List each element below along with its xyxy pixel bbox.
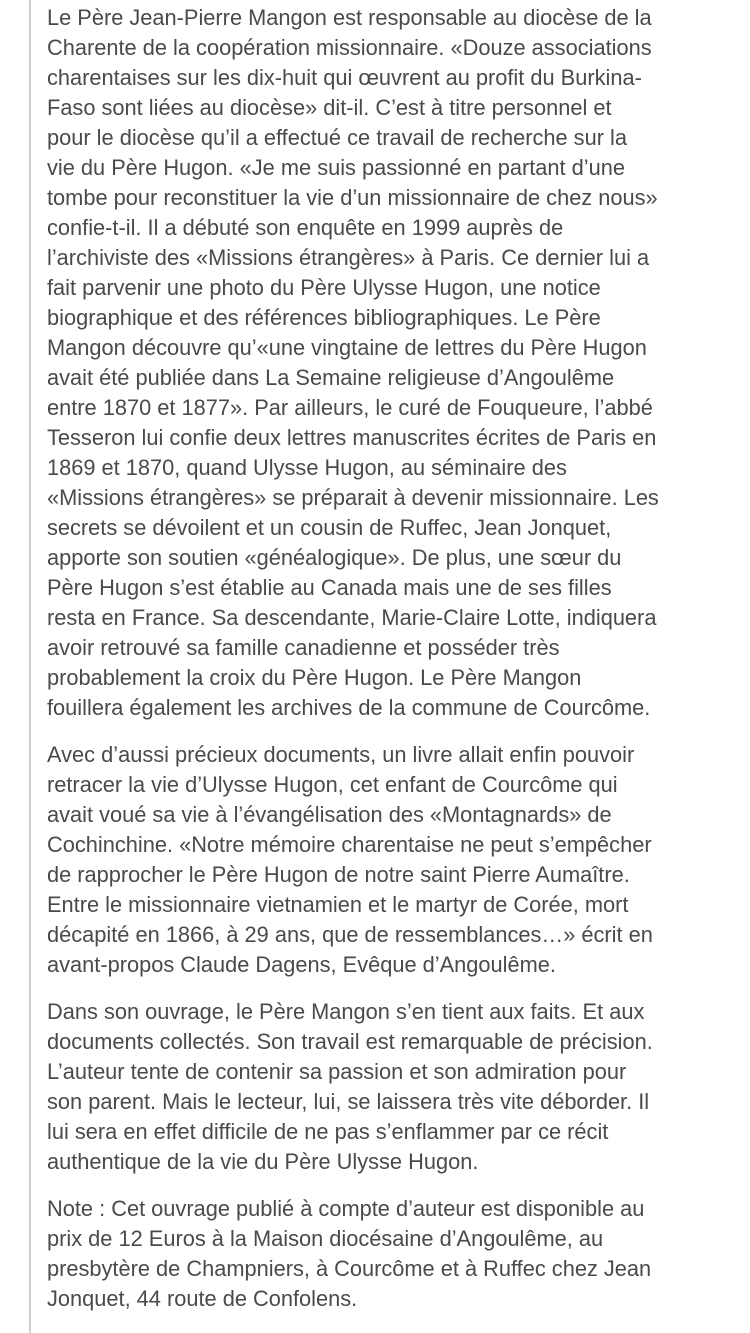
article-paragraph (47, 740, 729, 980)
paragraph-line: Faso sont liées au diocèse» dit-il. C’est à titre personnel et (47, 95, 612, 120)
paragraph-line: 1869 et 1870, quand Ulysse Hugon, au séminaire des (47, 455, 567, 480)
article-paragraph (47, 997, 729, 1177)
paragraph-line: avant-propos Claude Dagens, Evêque d’Angoulême. (47, 952, 556, 977)
paragraph-line: authentique de la vie du Père Ulysse Hugon. (47, 1149, 479, 1174)
paragraph-line: presbytère de Champniers, à Courcôme et à Ruffec chez Jean (47, 1256, 652, 1281)
paragraph-line: Cochinchine. «Notre mémoire charentaise ne peut s’empêcher (47, 832, 652, 857)
paragraph-line: documents collectés. Son travail est remarquable de précision. (47, 1029, 653, 1054)
paragraph-line: avoir retrouvé sa famille canadienne et posséder très (47, 635, 560, 660)
paragraph-line: probablement la croix du Père Hugon. Le Père Mangon (47, 665, 582, 690)
paragraph-line: resta en France. Sa descendante, Marie-Claire Lotte, indiquera (47, 605, 657, 630)
paragraph-line: L’auteur tente de contenir sa passion et son admiration pour (47, 1059, 627, 1084)
paragraph-line: son parent. Mais le lecteur, lui, se laissera très vite déborder. Il (47, 1089, 650, 1114)
paragraph-line: Tesseron lui confie deux lettres manuscrites écrites de Paris en (47, 425, 657, 450)
paragraph-line: de rapprocher le Père Hugon de notre saint Pierre Aumaître. (47, 862, 630, 887)
paragraph-line: fait parvenir une photo du Père Ulysse Hugon, une notice (47, 275, 601, 300)
paragraph-line: Dans son ouvrage, le Père Mangon s’en tient aux faits. Et aux (47, 999, 645, 1024)
paragraph-line: confie-t-il. Il a débuté son enquête en 1999 auprès de (47, 215, 564, 240)
paragraph-line: entre 1870 et 1877». Par ailleurs, le curé de Fouqueure, l’abbé (47, 395, 653, 420)
article-paragraph (47, 3, 729, 723)
article-paragraph (47, 1194, 729, 1314)
paragraph-line: Père Hugon s’est établie au Canada mais une de ses filles (47, 575, 612, 600)
paragraph-line: lui sera en effet difficile de ne pas s’enflammer par ce récit (47, 1119, 609, 1144)
paragraph-line: retracer la vie d’Ulysse Hugon, cet enfant de Courcôme qui (47, 772, 618, 797)
paragraph-line: tombe pour reconstituer la vie d’un missionnaire de chez nous» (47, 185, 658, 210)
paragraph-line: Jonquet, 44 route de Confolens. (47, 1286, 358, 1311)
paragraph-line: Charente de la coopération missionnaire. «Douze associations (47, 35, 652, 60)
paragraph-line: l’archiviste des «Missions étrangères» à Paris. Ce dernier lui a (47, 245, 650, 270)
paragraph-line: décapité en 1866, à 29 ans, que de ressemblances…» écrit en (47, 922, 653, 947)
paragraph-line: secrets se dévoilent et un cousin de Ruffec, Jean Jonquet, (47, 515, 612, 540)
paragraph-line: Mangon découvre qu’«une vingtaine de lettres du Père Hugon (47, 335, 647, 360)
left-border-rule (29, 0, 31, 1333)
paragraph-line: charentaises sur les dix-huit qui œuvrent au profit du Burkina- (47, 65, 642, 90)
paragraph-line: Note : Cet ouvrage publié à compte d’auteur est disponible au (47, 1196, 645, 1221)
paragraph-line: prix de 12 Euros à la Maison diocésaine d’Angoulême, au (47, 1226, 604, 1251)
paragraph-line: Le Père Jean-Pierre Mangon est responsable au diocèse de la (47, 5, 652, 30)
paragraph-line: vie du Père Hugon. «Je me suis passionné en partant d’une (47, 155, 625, 180)
paragraph-line: apporte son soutien «généalogique». De plus, une sœur du (47, 545, 622, 570)
paragraph-line: Entre le missionnaire vietnamien et le martyr de Corée, mort (47, 892, 629, 917)
paragraph-line: pour le diocèse qu’il a effectué ce travail de recherche sur la (47, 125, 627, 150)
paragraph-line: fouillera également les archives de la commune de Courcôme. (47, 695, 651, 720)
article-body (47, 3, 729, 1331)
paragraph-line: «Missions étrangères» se préparait à devenir missionnaire. Les (47, 485, 659, 510)
paragraph-line: Avec d’aussi précieux documents, un livre allait enfin pouvoir (47, 742, 635, 767)
paragraph-line: avait été publiée dans La Semaine religieuse d’Angoulême (47, 365, 615, 390)
paragraph-line: biographique et des références bibliographiques. Le Père (47, 305, 601, 330)
paragraph-line: avait voué sa vie à l’évangélisation des «Montagnards» de (47, 802, 612, 827)
